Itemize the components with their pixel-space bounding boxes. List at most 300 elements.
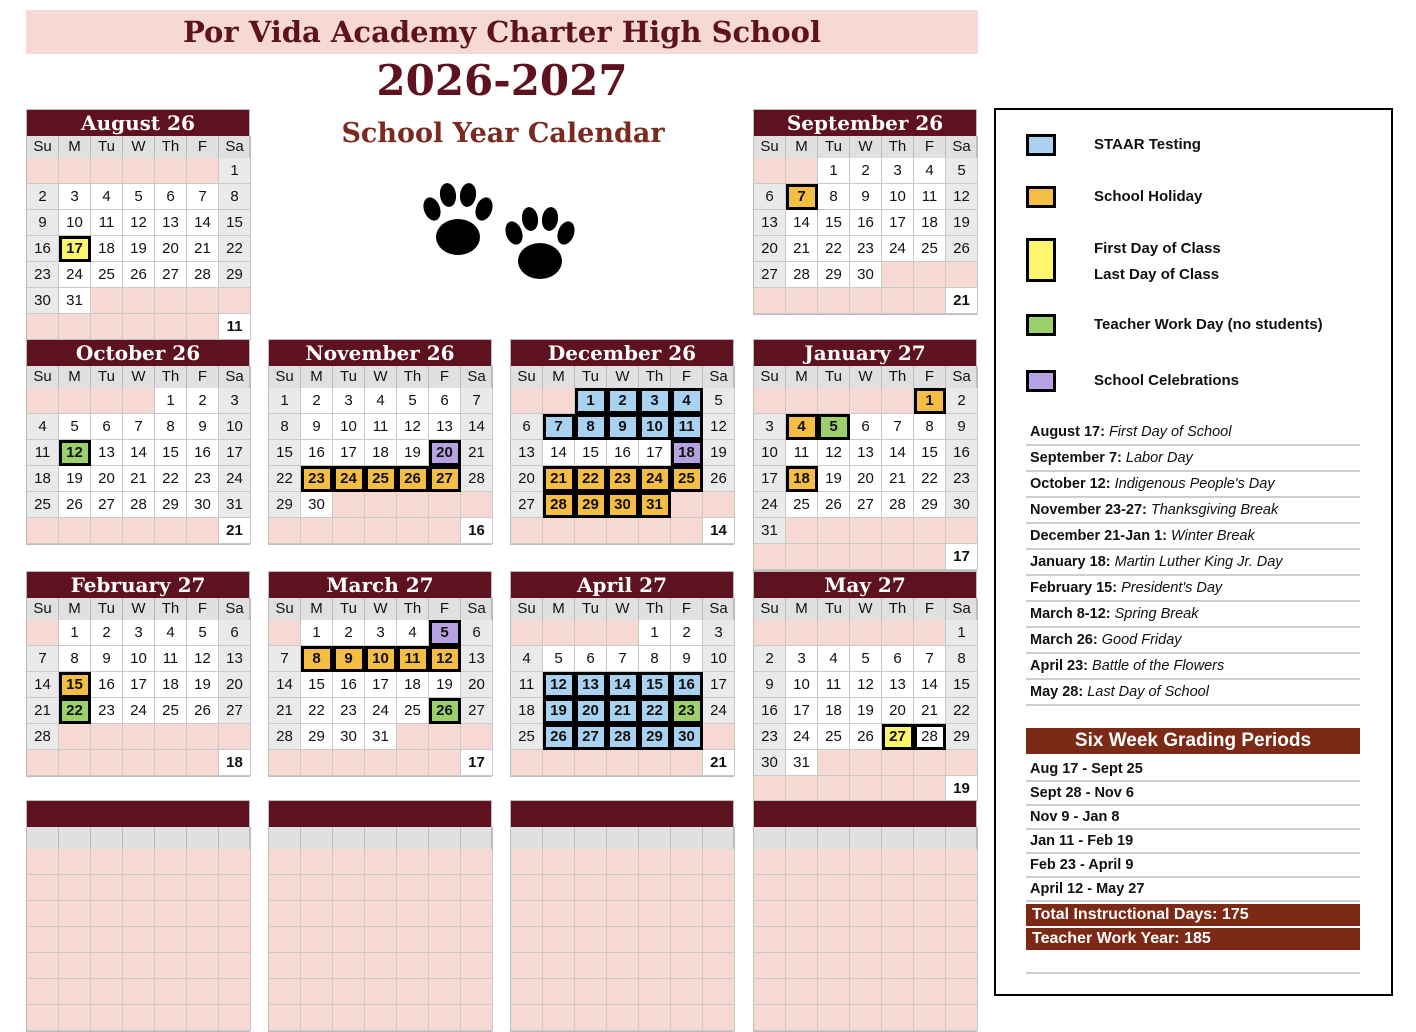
empty-cell [850, 544, 882, 570]
empty-cell [333, 849, 365, 875]
holiday-date: October 12: [1030, 476, 1111, 492]
day-cell: 1 [575, 388, 607, 414]
day-grid [27, 158, 249, 340]
day-cell: 6 [219, 620, 251, 646]
empty-cell [123, 518, 155, 544]
legend-label: Last Day of Class [1094, 266, 1220, 283]
empty-cell [219, 724, 251, 750]
day-cell: 30 [754, 750, 786, 776]
day-cell: 16 [187, 440, 219, 466]
weekday-label [882, 827, 914, 849]
weekday-label: M [543, 366, 575, 388]
empty-cell [59, 927, 91, 953]
empty-cell [511, 901, 543, 927]
weekday-label: Th [639, 598, 671, 620]
day-cell: 11 [91, 210, 123, 236]
month-calendar [26, 339, 250, 545]
paw-prints-icon [410, 175, 600, 290]
weekday-label: Tu [91, 598, 123, 620]
holiday-date: March 8-12: [1030, 606, 1111, 622]
day-cell: 21 [461, 440, 493, 466]
day-grid [754, 849, 976, 1031]
empty-cell [511, 518, 543, 544]
day-cell: 7 [269, 646, 301, 672]
empty-cell [59, 1005, 91, 1031]
holiday-name: Labor Day [1125, 450, 1193, 466]
weekday-label: Su [27, 366, 59, 388]
empty-cell [786, 620, 818, 646]
day-cell: 15 [946, 672, 978, 698]
day-cell: 19 [818, 466, 850, 492]
holiday-entry [1026, 576, 1360, 602]
empty-cell [333, 901, 365, 927]
weekday-label: Tu [818, 366, 850, 388]
weekday-header [511, 598, 733, 620]
weekday-label: Sa [219, 598, 251, 620]
empty-cell [575, 979, 607, 1005]
empty-cell [59, 979, 91, 1005]
empty-cell [639, 1005, 671, 1031]
empty-cell [818, 1005, 850, 1031]
weekday-label [786, 827, 818, 849]
day-cell: 20 [219, 672, 251, 698]
empty-cell [91, 953, 123, 979]
empty-cell [786, 1005, 818, 1031]
empty-cell [27, 158, 59, 184]
day-cell: 14 [187, 210, 219, 236]
empty-cell [27, 849, 59, 875]
empty-cell [187, 927, 219, 953]
day-cell: 14 [607, 672, 639, 698]
weekday-label [914, 827, 946, 849]
empty-cell [461, 927, 493, 953]
empty-cell [365, 1005, 397, 1031]
weekday-label [543, 827, 575, 849]
day-cell: 22 [946, 698, 978, 724]
day-cell: 23 [946, 466, 978, 492]
day-cell: 9 [671, 646, 703, 672]
day-cell: 20 [429, 440, 461, 466]
day-cell: 23 [187, 466, 219, 492]
weekday-label [219, 827, 251, 849]
empty-cell [703, 979, 735, 1005]
weekday-label [850, 827, 882, 849]
day-cell: 9 [187, 414, 219, 440]
month-instructional-days: 18 [219, 750, 251, 776]
weekday-label: Su [754, 136, 786, 158]
day-cell: 3 [219, 388, 251, 414]
empty-cell [187, 1005, 219, 1031]
day-cell: 22 [639, 698, 671, 724]
day-cell: 23 [333, 698, 365, 724]
empty-cell [27, 953, 59, 979]
day-cell: 5 [946, 158, 978, 184]
day-cell: 18 [786, 466, 818, 492]
weekday-label: Su [269, 366, 301, 388]
day-cell: 21 [914, 698, 946, 724]
day-cell: 12 [397, 414, 429, 440]
holiday-name: Last Day of School [1087, 684, 1209, 700]
legend-swatch [1026, 186, 1056, 208]
day-cell: 1 [639, 620, 671, 646]
weekday-label [429, 827, 461, 849]
empty-cell [786, 544, 818, 570]
day-cell: 1 [155, 388, 187, 414]
empty-cell [882, 901, 914, 927]
weekday-label [575, 827, 607, 849]
empty-cell [333, 750, 365, 776]
weekday-label: Tu [333, 366, 365, 388]
empty-cell [882, 953, 914, 979]
empty-cell [543, 1005, 575, 1031]
month-instructional-days: 14 [703, 518, 735, 544]
month-instructional-days: 19 [946, 776, 978, 802]
empty-cell [850, 750, 882, 776]
empty-cell [397, 953, 429, 979]
month-title [269, 801, 491, 827]
empty-cell [818, 901, 850, 927]
day-cell: 25 [914, 236, 946, 262]
weekday-label [123, 827, 155, 849]
day-cell: 12 [123, 210, 155, 236]
empty-cell [703, 724, 735, 750]
empty-cell [703, 1005, 735, 1031]
day-cell: 13 [754, 210, 786, 236]
empty-cell [333, 927, 365, 953]
holiday-name: Martin Luther King Jr. Day [1114, 554, 1283, 570]
holiday-name: Battle of the Flowers [1092, 658, 1225, 674]
empty-cell [914, 1005, 946, 1031]
holiday-entry [1026, 602, 1360, 628]
day-cell: 10 [365, 646, 397, 672]
day-cell: 19 [187, 672, 219, 698]
weekday-label: Sa [946, 366, 978, 388]
weekday-label: W [123, 136, 155, 158]
empty-cell [754, 620, 786, 646]
weekday-label: Th [639, 366, 671, 388]
day-cell: 7 [461, 388, 493, 414]
day-cell: 21 [27, 698, 59, 724]
day-cell: 29 [301, 724, 333, 750]
weekday-label: F [187, 598, 219, 620]
day-cell: 14 [543, 440, 575, 466]
empty-cell [155, 1005, 187, 1031]
empty-cell [59, 901, 91, 927]
empty-cell [365, 492, 397, 518]
weekday-header [269, 366, 491, 388]
empty-cell [818, 927, 850, 953]
empty-cell [219, 1005, 251, 1031]
weekday-header [27, 136, 249, 158]
day-cell: 16 [754, 698, 786, 724]
day-cell: 1 [946, 620, 978, 646]
empty-cell [187, 875, 219, 901]
empty-cell [187, 288, 219, 314]
empty-cell [882, 750, 914, 776]
day-cell: 7 [187, 184, 219, 210]
day-cell: 22 [301, 698, 333, 724]
empty-cell [607, 620, 639, 646]
day-cell: 2 [946, 388, 978, 414]
empty-cell [786, 953, 818, 979]
empty-cell [914, 518, 946, 544]
empty-cell [429, 875, 461, 901]
empty-cell [946, 901, 978, 927]
day-cell: 11 [818, 672, 850, 698]
empty-cell [123, 314, 155, 340]
day-cell: 25 [155, 698, 187, 724]
day-cell: 25 [671, 466, 703, 492]
empty-cell [429, 953, 461, 979]
day-cell: 21 [123, 466, 155, 492]
day-cell: 4 [365, 388, 397, 414]
empty-cell [818, 750, 850, 776]
weekday-label: F [187, 136, 219, 158]
month-calendar [26, 109, 250, 341]
empty-cell [914, 776, 946, 802]
empty-cell [511, 849, 543, 875]
grading-period: April 12 - May 27 [1026, 878, 1360, 902]
empty-cell [91, 875, 123, 901]
empty-cell [91, 388, 123, 414]
empty-cell [543, 875, 575, 901]
day-cell: 8 [639, 646, 671, 672]
empty-cell [543, 849, 575, 875]
day-cell: 6 [850, 414, 882, 440]
day-cell: 30 [946, 492, 978, 518]
day-cell: 2 [187, 388, 219, 414]
day-cell: 10 [754, 440, 786, 466]
day-cell: 1 [818, 158, 850, 184]
empty-cell [946, 750, 978, 776]
empty-cell [123, 158, 155, 184]
day-cell: 16 [301, 440, 333, 466]
day-cell: 4 [818, 646, 850, 672]
day-cell: 25 [91, 262, 123, 288]
day-cell: 29 [818, 262, 850, 288]
day-cell: 15 [269, 440, 301, 466]
empty-cell [461, 724, 493, 750]
weekday-label: Sa [461, 366, 493, 388]
empty-cell [187, 849, 219, 875]
empty-cell [575, 750, 607, 776]
day-cell: 30 [333, 724, 365, 750]
month-title: April 27 [511, 572, 733, 598]
day-cell: 24 [333, 466, 365, 492]
empty-cell [946, 875, 978, 901]
day-cell: 26 [123, 262, 155, 288]
empty-cell [269, 979, 301, 1005]
day-cell: 14 [27, 672, 59, 698]
empty-cell [946, 849, 978, 875]
empty-cell [882, 1005, 914, 1031]
empty-cell [333, 979, 365, 1005]
weekday-label: F [671, 366, 703, 388]
empty-cell [123, 288, 155, 314]
empty-cell [333, 492, 365, 518]
weekday-label: Th [397, 598, 429, 620]
day-cell: 6 [511, 414, 543, 440]
empty-cell [786, 518, 818, 544]
weekday-label: W [607, 598, 639, 620]
empty-cell [786, 158, 818, 184]
empty-cell [639, 750, 671, 776]
empty-cell [155, 314, 187, 340]
day-cell: 19 [429, 672, 461, 698]
empty-cell [575, 1005, 607, 1031]
empty-cell [429, 492, 461, 518]
weekday-header [27, 598, 249, 620]
day-cell: 17 [59, 236, 91, 262]
empty-cell [882, 388, 914, 414]
empty-cell [269, 953, 301, 979]
weekday-header [27, 366, 249, 388]
day-cell: 19 [59, 466, 91, 492]
day-cell: 23 [27, 262, 59, 288]
day-cell: 27 [461, 698, 493, 724]
day-cell: 25 [365, 466, 397, 492]
day-cell: 7 [27, 646, 59, 672]
holiday-date: May 28: [1030, 684, 1084, 700]
holiday-entry [1026, 654, 1360, 680]
empty-cell [59, 518, 91, 544]
day-cell: 26 [703, 466, 735, 492]
empty-cell [27, 314, 59, 340]
holiday-entry [1026, 420, 1360, 446]
day-cell: 23 [301, 466, 333, 492]
empty-cell [187, 314, 219, 340]
empty-cell [671, 849, 703, 875]
empty-cell [543, 518, 575, 544]
day-cell: 12 [850, 672, 882, 698]
day-grid [269, 388, 491, 544]
day-cell: 28 [27, 724, 59, 750]
empty-cell [671, 518, 703, 544]
empty-cell [187, 518, 219, 544]
day-grid [754, 388, 976, 570]
day-cell: 22 [818, 236, 850, 262]
empty-cell [511, 750, 543, 776]
empty-cell [461, 1005, 493, 1031]
day-cell: 31 [754, 518, 786, 544]
day-cell: 27 [882, 724, 914, 750]
empty-cell [882, 875, 914, 901]
empty-cell [269, 1005, 301, 1031]
month-calendar [753, 109, 977, 315]
empty-cell [818, 620, 850, 646]
day-cell: 18 [914, 210, 946, 236]
day-cell: 17 [882, 210, 914, 236]
empty-cell [187, 953, 219, 979]
day-cell: 16 [91, 672, 123, 698]
empty-cell [155, 953, 187, 979]
weekday-header [754, 598, 976, 620]
day-cell: 2 [671, 620, 703, 646]
empty-cell [59, 724, 91, 750]
day-cell: 15 [639, 672, 671, 698]
empty-cell [639, 518, 671, 544]
empty-cell [850, 388, 882, 414]
day-cell: 8 [155, 414, 187, 440]
day-cell: 16 [27, 236, 59, 262]
weekday-label: M [59, 136, 91, 158]
empty-cell [269, 849, 301, 875]
legend-swatch [1026, 370, 1056, 392]
day-cell: 7 [786, 184, 818, 210]
weekday-label: Th [882, 136, 914, 158]
day-cell: 15 [155, 440, 187, 466]
weekday-label [946, 827, 978, 849]
holiday-entry [1026, 524, 1360, 550]
empty-cell [754, 544, 786, 570]
day-cell: 18 [511, 698, 543, 724]
day-cell: 28 [914, 724, 946, 750]
empty-cell [429, 927, 461, 953]
day-cell: 31 [365, 724, 397, 750]
school-year-title: 2026-2027 [376, 56, 628, 105]
empty-cell [754, 927, 786, 953]
empty-cell [850, 979, 882, 1005]
empty-cell [850, 927, 882, 953]
day-cell: 14 [882, 440, 914, 466]
empty-cell [301, 979, 333, 1005]
month-instructional-days: 16 [461, 518, 493, 544]
day-cell: 14 [786, 210, 818, 236]
empty-cell [511, 875, 543, 901]
holiday-name: Indigenous People's Day [1114, 476, 1275, 492]
weekday-label: W [850, 366, 882, 388]
day-cell: 8 [301, 646, 333, 672]
weekday-label: Tu [575, 598, 607, 620]
day-cell: 4 [511, 646, 543, 672]
empty-cell [397, 875, 429, 901]
grading-period: Aug 17 - Sept 25 [1026, 758, 1360, 782]
empty-cell [786, 288, 818, 314]
weekday-label [511, 827, 543, 849]
empty-cell [914, 262, 946, 288]
day-cell: 3 [786, 646, 818, 672]
day-cell: 8 [914, 414, 946, 440]
empty-cell [219, 875, 251, 901]
weekday-label [269, 827, 301, 849]
day-cell: 6 [461, 620, 493, 646]
weekday-label [187, 827, 219, 849]
day-cell: 28 [123, 492, 155, 518]
empty-cell [429, 1005, 461, 1031]
day-cell: 30 [27, 288, 59, 314]
legend-label: School Celebrations [1094, 372, 1240, 389]
weekday-label: M [301, 366, 333, 388]
day-cell: 10 [882, 184, 914, 210]
empty-cell [429, 724, 461, 750]
empty-cell [27, 901, 59, 927]
empty-cell [461, 979, 493, 1005]
day-cell: 5 [429, 620, 461, 646]
empty-cell [671, 979, 703, 1005]
month-calendar [510, 571, 734, 777]
day-cell: 16 [946, 440, 978, 466]
day-cell: 26 [59, 492, 91, 518]
empty-cell [397, 927, 429, 953]
day-cell: 31 [59, 288, 91, 314]
month-instructional-days: 17 [946, 544, 978, 570]
empty-cell [511, 388, 543, 414]
day-cell: 11 [155, 646, 187, 672]
holiday-entry [1026, 628, 1360, 654]
empty-cell [914, 620, 946, 646]
empty-cell [850, 953, 882, 979]
empty-cell [27, 927, 59, 953]
